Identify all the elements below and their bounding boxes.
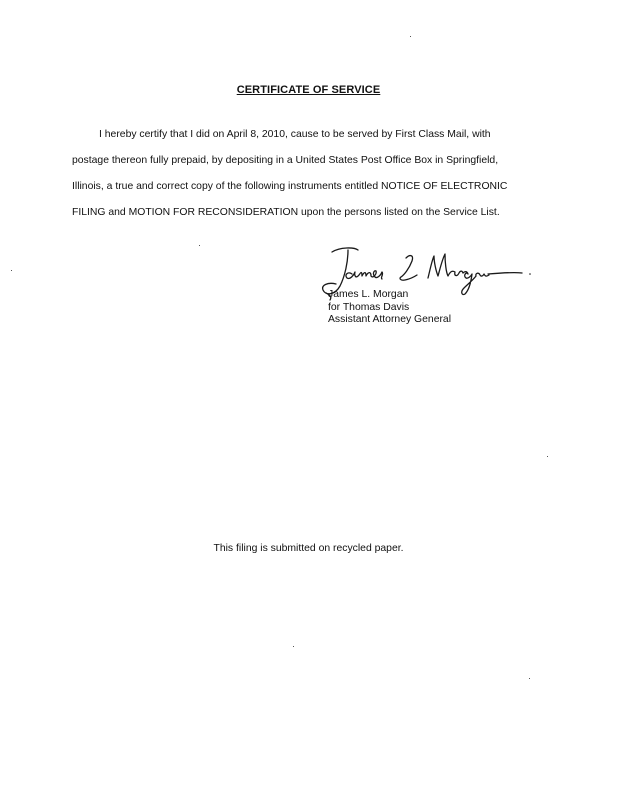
scan-speck xyxy=(547,456,548,457)
scan-speck xyxy=(293,646,294,647)
scan-speck xyxy=(199,245,200,246)
body-line: Illinois, a true and correct copy of the following instruments entitled NOTICE OF ELECTRONIC xyxy=(72,181,508,192)
document-title: CERTIFICATE OF SERVICE xyxy=(236,84,381,96)
signatory-title: Assistant Attorney General xyxy=(328,314,452,325)
recycled-paper-note: This filing is submitted on recycled paper. xyxy=(213,543,404,554)
signatory-name: James L. Morgan xyxy=(328,289,409,300)
signatory-for-line: for Thomas Davis xyxy=(328,302,410,313)
body-line: FILING and MOTION FOR RECONSIDERATION upon the persons listed on the Service List. xyxy=(72,207,500,218)
certificate-body xyxy=(72,122,550,226)
scan-speck xyxy=(410,36,411,37)
scan-speck xyxy=(529,678,530,679)
body-line: postage thereon fully prepaid, by depositing in a United States Post Office Box in Springfield, xyxy=(72,155,499,166)
body-line: I hereby certify that I did on April 8, 2010, cause to be served by First Class Mail, with xyxy=(99,129,491,140)
scan-speck xyxy=(11,270,12,271)
